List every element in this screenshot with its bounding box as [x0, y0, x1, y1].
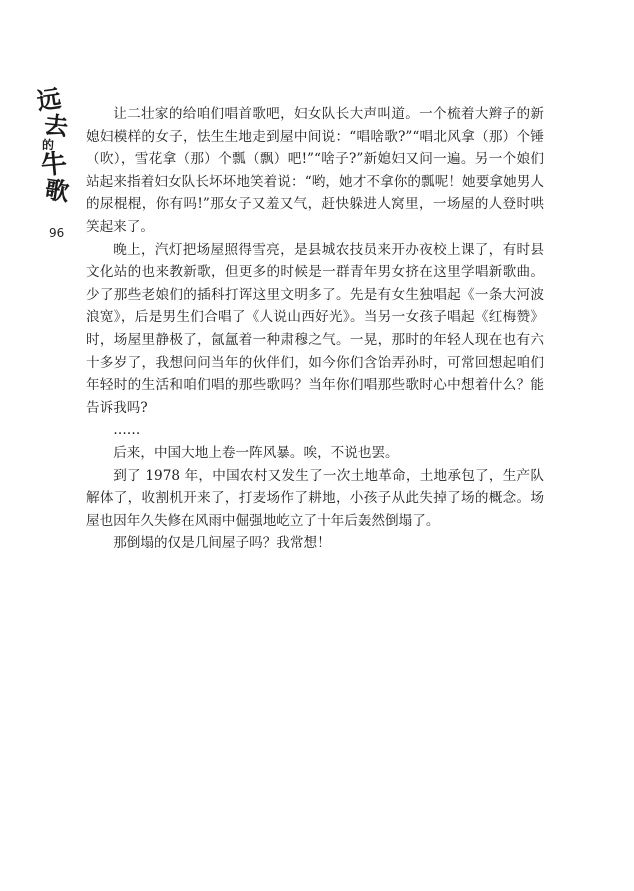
book-title-char: 远 — [35, 83, 63, 116]
paragraph: 那倒塌的仅是几间屋子吗？我常想！ — [113, 535, 331, 552]
paragraph: 晚上，汽灯把场屋照得雪亮，是县城农技员来开办夜校上课了，有时县文化站的也来教新歌，但更多的时候是一群青年男女挤在这里学唱新歌曲。少了那些老娘们的插科打诨这里文明多了。先是有女生独唱起《一条大河波浪宽》，后是男生们合唱了《人说山西好光》。当另一女孩子唱起《红梅赞》时，场屋里静极了，氤氲着一种肃穆之气。一晃，那时的年轻人现在也有六十多岁了，我想问问当年的伙伴们，如今你们含饴弄孙时，可常回想起咱们年轻时的生活和咱们唱的那些歌吗？当年你们唱那些歌时心中想着什么？能告诉我吗? — [86, 241, 544, 416]
page-number: 96 — [49, 226, 65, 240]
book-title-char: 歌 — [43, 174, 71, 207]
book-title-char: 的 — [41, 138, 54, 152]
book-title-char: 去 — [42, 109, 70, 142]
paragraph: 到了 1978 年，中国农村又发生了一次土地革命，土地承包了，生产队解体了，收割机开来了，打麦场作了耕地，小孩子从此失掉了场的概念。场屋也因年久失修在风雨中倔强地屹立了十年后轰然倒塌了。 — [86, 467, 544, 529]
paragraph: 让二壮家的给咱们唱首歌吧，妇女队长大声叫道。一个梳着大辫子的新媳妇模样的女子，怯生生地走到屋中间说：“唱啥歌?”“唱北风拿（那）个锤（吹），雪花拿（那）个瓢（飘）吧!”“啥子?”新媳妇又问一遍。另一个娘们站起来指着妇女队长坏坏地笑着说：“哟，她才不拿你的瓢呢！她要拿她男人的尿棍棍，你有吗!”那女子又羞又气，赶快躲进人窝里，一场屋的人登时哄笑起来了。 — [86, 106, 544, 235]
paragraph: …… — [113, 422, 141, 439]
book-title-char: 牛 — [39, 148, 69, 182]
paragraph: 后来，中国大地上卷一阵风暴。唉，不说也罢。 — [113, 444, 399, 461]
body-text — [86, 103, 544, 555]
book-title-calligraphy — [30, 83, 74, 218]
